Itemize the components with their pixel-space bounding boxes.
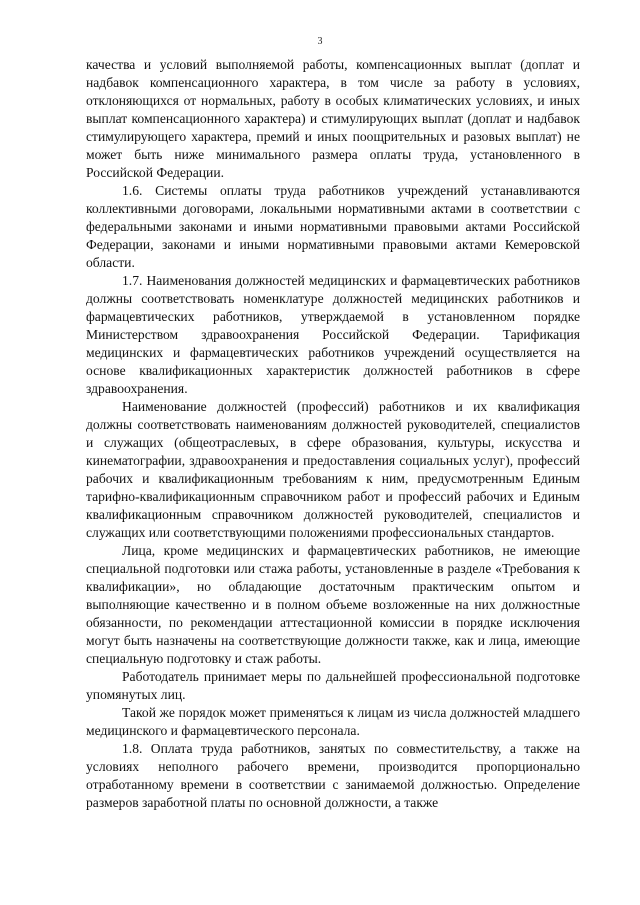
paragraph-1-6: 1.6. Системы оплаты труда работников учреждений устанавливаются коллективными договорами, локальными нормативными актами в соответствии с федеральными законами и иными нормативными правовыми актами Российской Федерации, законами и иными нормативными правовыми актами Кемеровской области. (86, 183, 580, 270)
document-body (86, 56, 580, 812)
paragraph-position-names: Наименование должностей (профессий) работников и их квалификация должны соответствовать наименованиям должностей руководителей, специалистов и служащих (общеотраслевых, в сфере образования, культуры, искусства и кинематографии, здравоохранения и предоставления социальных услуг), профессий рабочих и квалификационным требованиям к ним, предусмотренным Единым тарифно-квалификационным справочником работ и профессий рабочих и Единым квалификационным справочником должностей руководителей, специалистов и служащих или соответствующими положениями профессиональных стандартов. (86, 399, 580, 540)
paragraph-1-7: 1.7. Наименования должностей медицинских и фармацевтических работников должны соответствовать номенклатуре должностей медицинских работников и фармацевтических работников, утверждаемой в установленном порядке Министерством здравоохранения Российской Федерации. Тарификация медицинских и фармацевтических работников учреждений осуществляется на основе квалификационных характеристик должностей работников в сфере здравоохранения. (86, 273, 580, 396)
page-number: 3 (317, 36, 323, 47)
paragraph-persons-exception: Лица, кроме медицинских и фармацевтических работников, не имеющие специальной подготовки или стажа работы, установленные в разделе «Требования к квалификации», но обладающие достаточным практическим опытом и выполняющие качественно и в полном объеме возложенные на них должностные обязанности, по рекомендации аттестационной комиссии в порядке исключения могут быть назначены на соответствующие должности также, как и лица, имеющие специальную подготовку и стаж работы. (86, 543, 580, 666)
paragraph-1-8: 1.8. Оплата труда работников, занятых по совместительству, а также на условиях неполного рабочего времени, производится пропорционально отработанному времени в соответствии с занимаемой должностью. Определение размеров заработной платы по основной должности, а также (86, 741, 580, 810)
paragraph-employer-measures: Работодатель принимает меры по дальнейшей профессиональной подготовке упомянутых лиц. (86, 669, 580, 702)
paragraph-continuation: качества и условий выполняемой работы, компенсационных выплат (доплат и надбавок компенсационного характера, в том числе за работу в условиях, отклоняющихся от нормальных, работу в особых климатических условиях, и иных выплат компенсационного характера) и стимулирующих выплат (доплат и надбавок стимулирующего характера, премий и иных поощрительных и разовых выплат) не может быть ниже минимального размера оплаты труда, установленного в Российской Федерации. (86, 57, 580, 180)
paragraph-same-procedure: Такой же порядок может применяться к лицам из числа должностей младшего медицинского и фармацевтического персонала. (86, 705, 580, 738)
